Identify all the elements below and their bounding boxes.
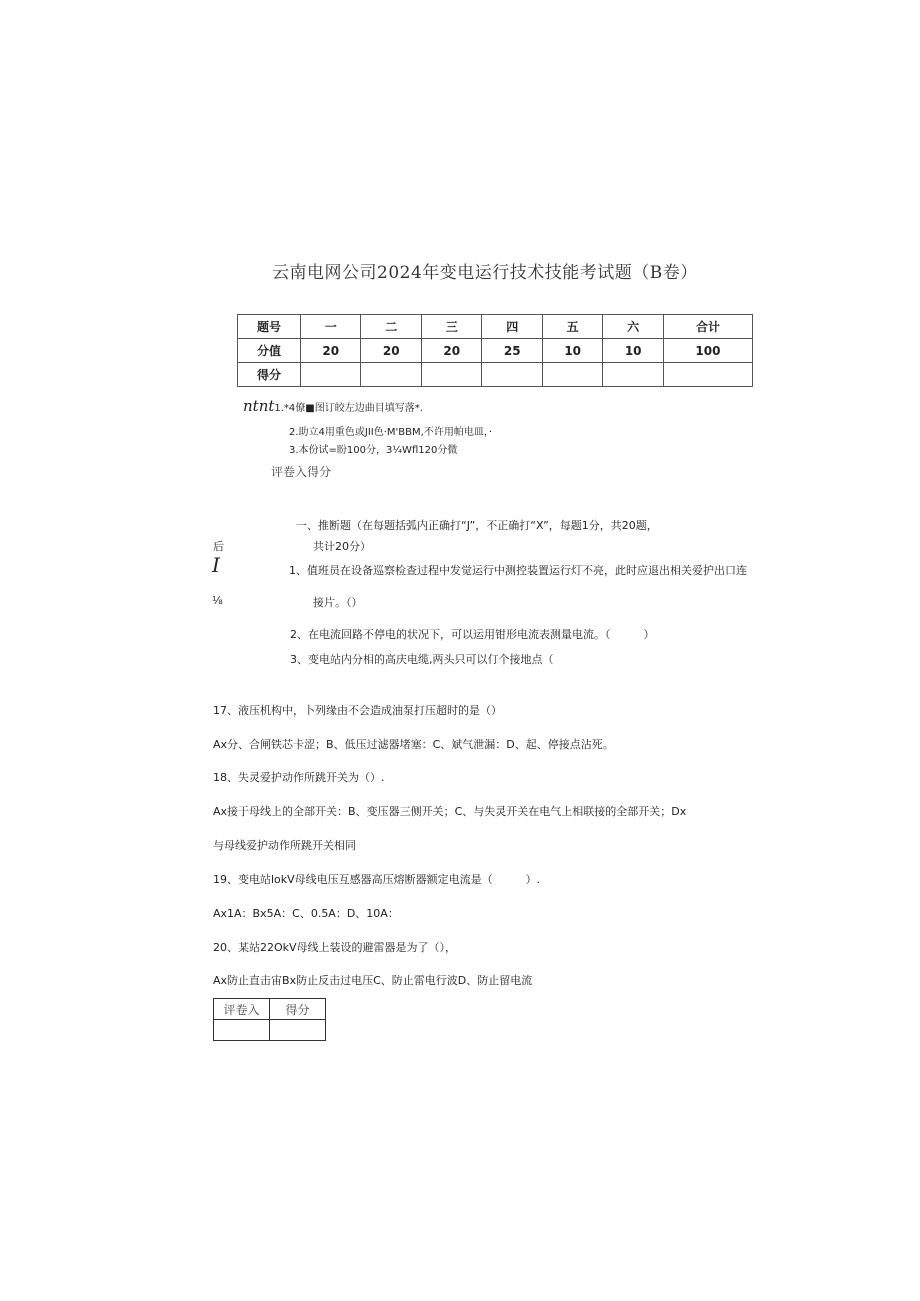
score-cell <box>361 363 421 387</box>
question-18-options: Ax接于母线上的全部开关：B、变压器三侧开关；C、与失灵开关在电气上相联接的全部开关；Dx <box>213 805 687 818</box>
score-cell <box>603 363 663 387</box>
exam-notes <box>243 397 663 456</box>
score-table-row-points <box>238 339 753 363</box>
score-cell: 合计 <box>663 315 752 339</box>
score-cell: 20 <box>421 339 481 363</box>
score-cell: 四 <box>482 315 542 339</box>
note-line-3: 3.本份试=盼100分，3¼Wfl120分微 <box>289 445 458 456</box>
score-cell: 得分 <box>238 363 301 387</box>
score-cell <box>542 363 602 387</box>
score-table-row-header <box>238 315 753 339</box>
question-20: 20、某站22OkV母线上装设的避雷器是为了（）， <box>213 941 457 954</box>
question-18: 18、失灵爱护动作所跳开关为（）. <box>213 771 385 784</box>
score-table <box>237 314 753 387</box>
grader-col-score: 得分 <box>270 999 326 1020</box>
grader-table <box>213 998 326 1041</box>
score-cell: 100 <box>663 339 752 363</box>
note-text-1: 1.*4僚■图订皎左边曲目填写落*. <box>274 403 423 414</box>
score-cell: 五 <box>542 315 602 339</box>
grader-cell-reviewer <box>214 1020 270 1041</box>
question-1: 1、值班员在设备巡察检查过程中发觉运行中测控装置运行灯不亮，此时应退出相关爱护出口连 <box>289 564 747 577</box>
question-19-options: Ax1A：Bx5A：C、0.5A：D、10A： <box>213 907 399 920</box>
score-cell: 分值 <box>238 339 301 363</box>
grader-cell-score <box>270 1020 326 1041</box>
score-cell: 三 <box>421 315 481 339</box>
score-cell: 一 <box>301 315 361 339</box>
score-cell: 10 <box>603 339 663 363</box>
score-cell <box>482 363 542 387</box>
section1-heading-cont: 共计20分） <box>313 540 371 553</box>
margin-mark-1: 后 <box>213 540 224 553</box>
question-17-options: Ax分、合闸铁芯卡涩；B、低压过滤器堵塞：C、斌气泄漏：D、起、停接点沾死。 <box>213 738 614 751</box>
score-cell <box>421 363 481 387</box>
question-19: 19、变电站lokV母线电压互感器高压熔断器额定电流是（ ）. <box>213 873 541 886</box>
section1-heading: 一、推断题（在每题括弧内正确打“J”，不正确打“X”，每题1分，共20题， <box>296 519 658 532</box>
grader-table-header <box>214 999 326 1020</box>
score-cell: 六 <box>603 315 663 339</box>
score-cell <box>663 363 752 387</box>
grader-table-blank-row <box>214 1020 326 1041</box>
score-cell: 二 <box>361 315 421 339</box>
grader-label: 评卷入得分 <box>271 465 332 479</box>
score-cell <box>301 363 361 387</box>
margin-mark-3: ⅛ <box>212 594 223 607</box>
score-table-row-earned <box>238 363 753 387</box>
margin-mark-2: I <box>212 553 220 577</box>
score-cell: 20 <box>361 339 421 363</box>
score-cell: 20 <box>301 339 361 363</box>
question-18-options-cont: 与母线爱护动作所跳开关相同 <box>213 839 356 852</box>
note-line-1 <box>243 397 423 415</box>
question-1-cont: 接片。（） <box>313 596 363 609</box>
score-cell: 10 <box>542 339 602 363</box>
question-2: 2、在电流回路不停电的状况下，可以运用钳形电流表测量电流。（ ） <box>290 628 655 641</box>
exam-title: 云南电网公司2024年变电运行技术技能考试题（B卷） <box>272 263 698 283</box>
grader-col-reviewer: 评卷入 <box>214 999 270 1020</box>
question-3: 3、变电站内分相的高庆电缆,两头只可以仃个接地点（ <box>290 653 554 666</box>
score-cell: 25 <box>482 339 542 363</box>
note-line-2: 2.助立4用重色或JII色·M'BBM,不许用帕电皿，· <box>289 427 493 438</box>
score-cell: 题号 <box>238 315 301 339</box>
note-prefix: ntnt <box>243 397 275 415</box>
question-17: 17、液压机构中，卜列缘由不会造成油泵打压超时的是（） <box>213 704 502 717</box>
question-20-options: Ax防止直击宙Bx防止反击过电压C、防止雷电行波D、防止留电流 <box>213 974 533 987</box>
